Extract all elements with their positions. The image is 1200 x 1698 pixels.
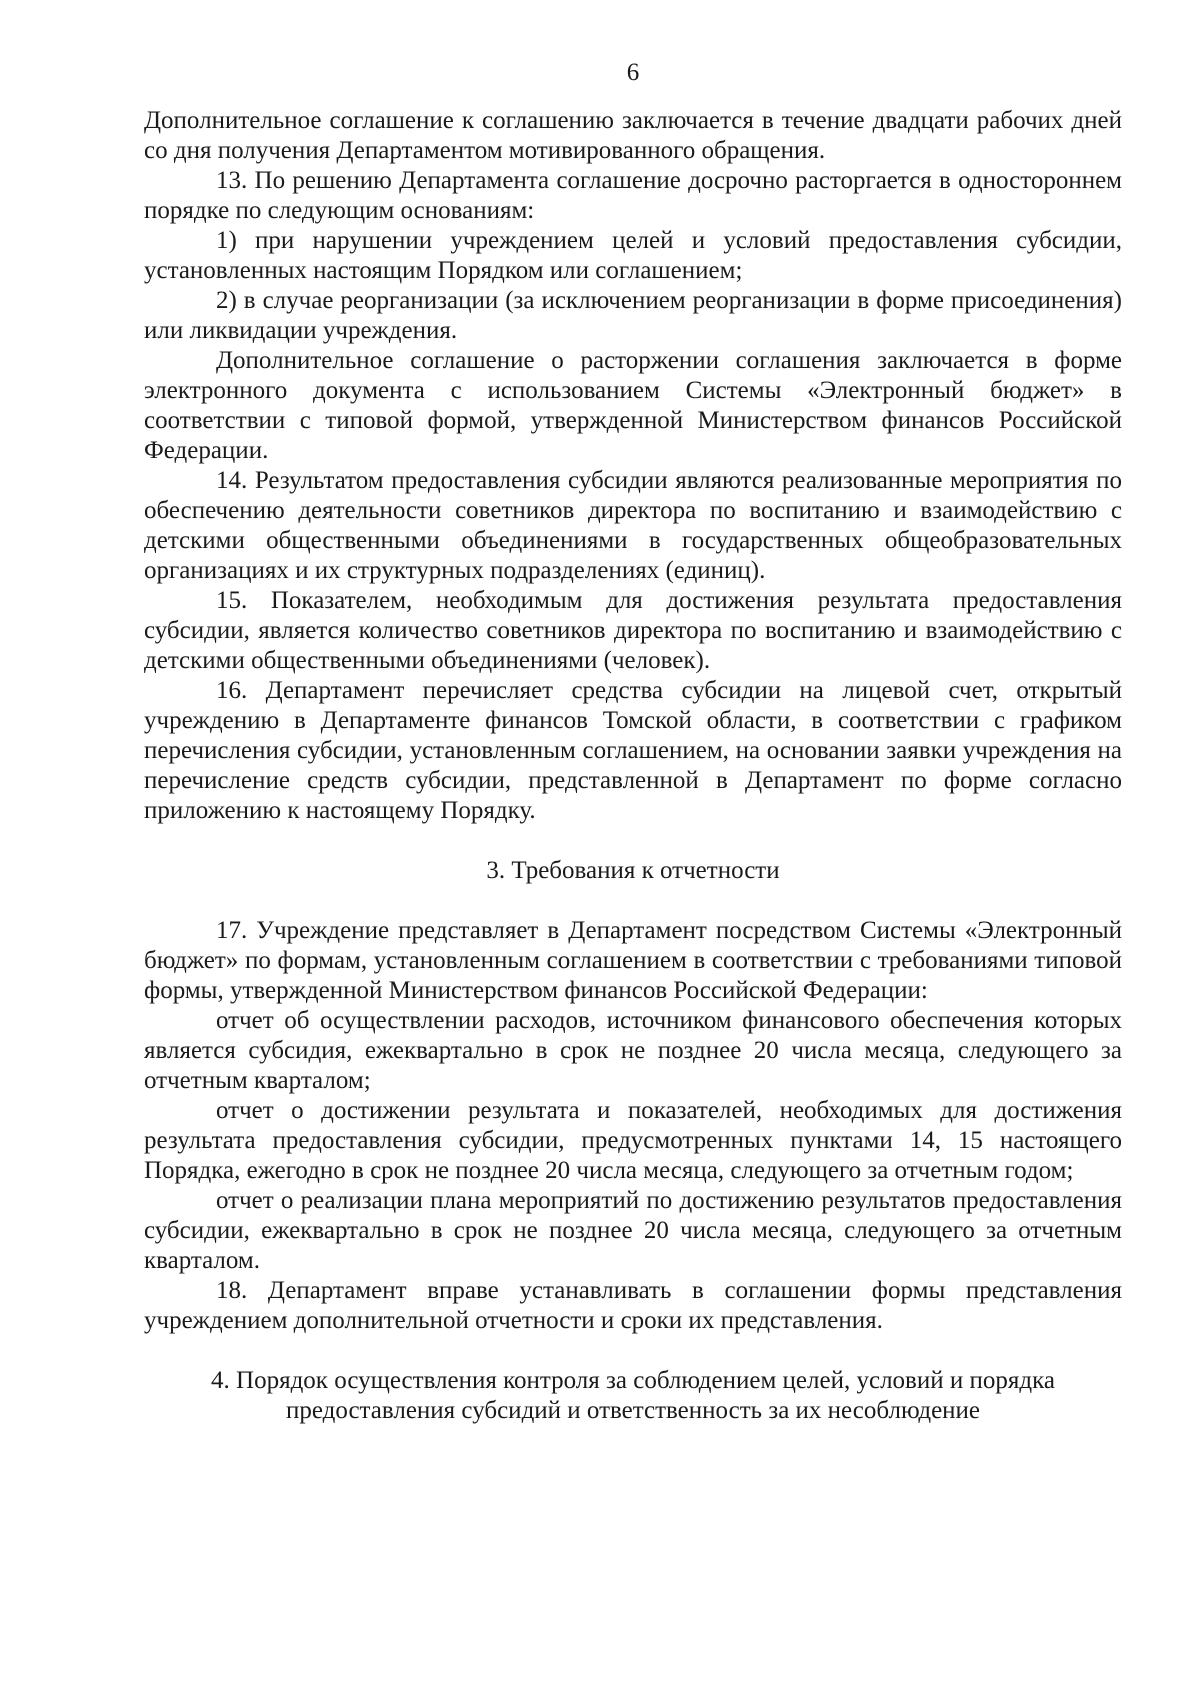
section-4-heading bbox=[144, 1366, 1122, 1426]
section-4-heading-line-2: предоставления субсидий и ответственность за их несоблюдение bbox=[285, 1397, 981, 1424]
paragraph: 13. По решению Департамента соглашение досрочно расторгается в одностороннем порядке по следующим основаниям: bbox=[144, 167, 1122, 224]
paragraph: отчет о реализации плана мероприятий по достижению результатов предоставления субсидии, ежеквартально в срок не позднее 20 числа месяца, следующего за отчетным кварталом. bbox=[144, 1187, 1122, 1274]
section-3-heading: 3. Требования к отчетности bbox=[486, 857, 780, 884]
paragraph: 15. Показателем, необходимым для достижения результата предоставления субсидии, является количество советников директора по воспитанию и взаимодействию с детскими общественными объединениями (человек). bbox=[144, 587, 1122, 674]
paragraph: 17. Учреждение представляет в Департамент посредством Системы «Электронный бюджет» по формам, установленным соглашением в соответствии с требованиями типовой формы, утвержденной Министерством финансов Российской Федерации: bbox=[144, 917, 1122, 1004]
paragraph: 14. Результатом предоставления субсидии являются реализованные мероприятия по обеспечению деятельности советников директора по воспитанию и взаимодействию с детскими общественными объединениями в государственных общеобразовательных организациях и их структурных подразделениях (единиц). bbox=[144, 467, 1122, 584]
paragraph: 16. Департамент перечисляет средства субсидии на лицевой счет, открытый учреждению в Департаменте финансов Томской области, в соответствии с графиком перечисления субсидии, установленным соглашением, на основании заявки учреждения на перечисление средств субсидии, представленной в Департамент по форме согласно приложению к настоящему Порядку. bbox=[144, 677, 1122, 824]
paragraph: Дополнительное соглашение о расторжении соглашения заключается в форме электронного документа с использованием Системы «Электронный бюджет» в соответствии с типовой формой, утвержденной Министерством финансов Российской Федерации. bbox=[144, 347, 1122, 464]
page-number: 6 bbox=[626, 59, 640, 86]
paragraph: 1) при нарушении учреждением целей и условий предоставления субсидии, установленных настоящим Порядком или соглашением; bbox=[144, 227, 1122, 284]
body-text-top bbox=[144, 106, 1122, 826]
paragraph: отчет об осуществлении расходов, источником финансового обеспечения которых является субсидия, ежеквартально в срок не позднее 20 числа месяца, следующего за отчетным кварталом; bbox=[144, 1007, 1122, 1094]
paragraph: 2) в случае реорганизации (за исключением реорганизации в форме присоединения) или ликвидации учреждения. bbox=[144, 287, 1122, 344]
body-text-section-3 bbox=[144, 916, 1122, 1336]
paragraph: Дополнительное соглашение к соглашению заключается в течение двадцати рабочих дней со дня получения Департаментом мотивированного обращения. bbox=[144, 107, 1122, 164]
section-4-heading-line-1: 4. Порядок осуществления контроля за соблюдением целей, условий и порядка bbox=[211, 1367, 1055, 1394]
paragraph: 18. Департамент вправе устанавливать в соглашении формы представления учреждением дополнительной отчетности и сроки их представления. bbox=[144, 1277, 1122, 1334]
paragraph: отчет о достижении результата и показателей, необходимых для достижения результата предоставления субсидии, предусмотренных пунктами 14, 15 настоящего Порядка, ежегодно в срок не позднее 20 числа месяца, следующего за отчетным годом; bbox=[144, 1097, 1122, 1184]
